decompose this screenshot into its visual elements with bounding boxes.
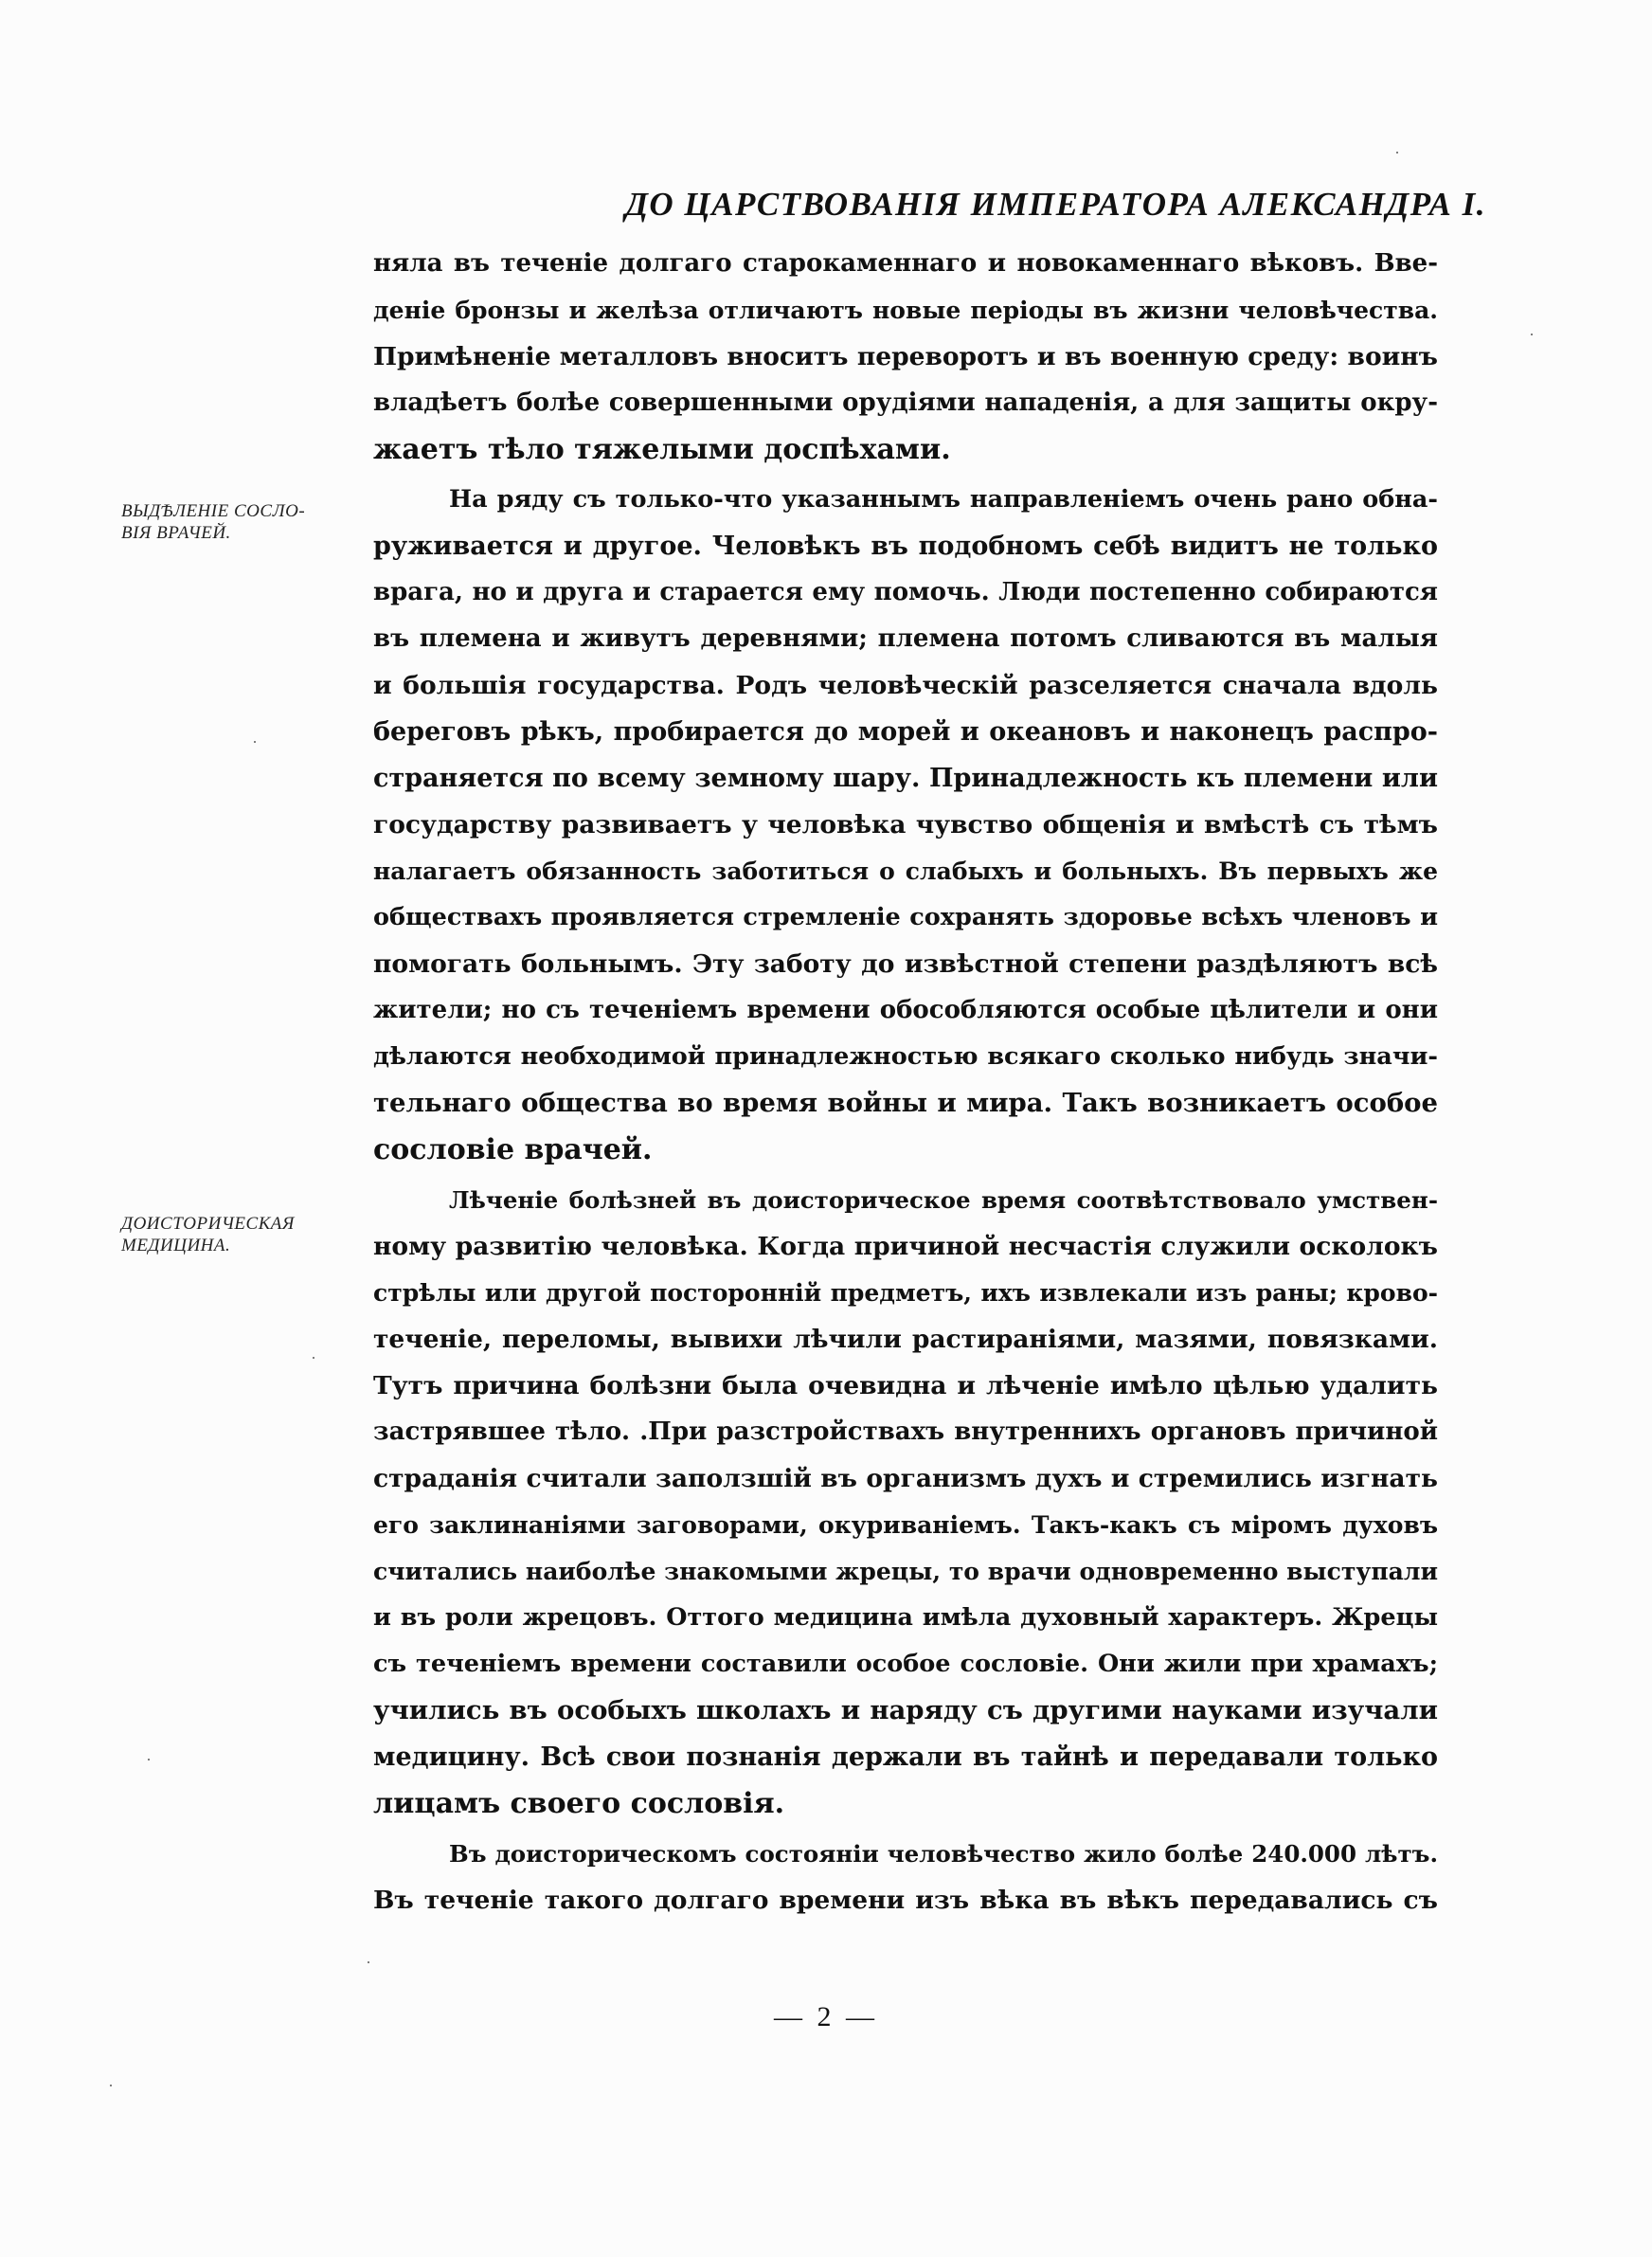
scan-speck [1531, 334, 1533, 335]
text-line: ному развитію человѣка. Когда причиной несчастія служили осколокъ [373, 1232, 1438, 1261]
text-line: Лѣченіе болѣзней въ доисторическое время соотвѣтствовало умствен- [449, 1186, 1438, 1214]
scan-speck [1396, 152, 1398, 153]
text-line: жители; но съ теченіемъ времени обособляются особые цѣлители и они [373, 996, 1438, 1024]
scan-speck [148, 1759, 150, 1760]
text-line: страданія считали заползшій въ организмъ духъ и стремились изгнать [373, 1464, 1438, 1493]
sidenote-physician-estate [121, 500, 368, 544]
text-line: врага, но и друга и старается ему помочь. Люди постепенно собираются [373, 578, 1438, 606]
text-line: руживается и другое. Человѣкъ въ подобномъ себѣ видитъ не только [373, 532, 1438, 561]
page-number: — 2 — [774, 2001, 878, 2032]
paragraph [373, 241, 1438, 473]
text-line: помогать больнымъ. Эту заботу до извѣстной степени раздѣляютъ всѣ [373, 949, 1438, 979]
running-head: ДО ЦАРСТВОВАНІЯ ИМПЕРАТОРА АЛЕКСАНДРА I. [625, 186, 1486, 223]
text-line: владѣетъ болѣе совершенными орудіями нападенія, а для защиты окру- [373, 388, 1438, 417]
text-line: обществахъ проявляется стремленіе сохранять здоровье всѣхъ членовъ и [373, 903, 1438, 931]
text-line: и въ роли жрецовъ. Оттого медицина имѣла духовный характеръ. Жрецы [373, 1603, 1438, 1632]
text-line: застрявшее тѣло. .При разстройствахъ внутреннихъ органовъ причиной [373, 1417, 1438, 1446]
text-line: налагаетъ обязанность заботиться о слабыхъ и больныхъ. Въ первыхъ же [373, 858, 1438, 885]
text-line: няла въ теченіе долгаго старокаменнаго и новокаменнаго вѣковъ. Вве- [373, 249, 1438, 278]
scan-speck [313, 1357, 314, 1359]
text-line: Въ теченіе такого долгаго времени изъ вѣка въ вѣкъ передавались съ [373, 1886, 1438, 1915]
text-line: дѣлаются необходимой принадлежностью всякаго сколько нибудь значи- [373, 1042, 1438, 1071]
text-line: его заклинаніями заговорами, окуриваніемъ. Такъ-какъ съ міромъ духовъ [373, 1511, 1438, 1539]
scan-speck [368, 1961, 369, 1963]
paragraph [373, 1177, 1438, 1827]
text-line: теченіе, переломы, вывихи лѣчили растираніями, мазями, повязками. [373, 1325, 1438, 1354]
text-line: считались наиболѣе знакомыми жрецы, то врачи одновременно выступали [373, 1558, 1438, 1585]
text-line: тельнаго общества во время войны и мира. Такъ возникаетъ особое [373, 1088, 1438, 1118]
text-line: медицину. Всѣ свои познанія держали въ тайнѣ и передавали только [373, 1742, 1438, 1772]
text-line: Тутъ причина болѣзни была очевидна и лѣченіе имѣло цѣлью удалить [373, 1371, 1438, 1400]
text-line: сословіе врачей. [373, 1133, 653, 1166]
text-line: и большія государства. Родъ человѣческій разселяется сначала вдоль [373, 671, 1438, 700]
text-line: береговъ рѣкъ, пробирается до морей и океановъ и наконецъ распро- [373, 717, 1438, 747]
body-text [373, 241, 1438, 1923]
text-line: деніе бронзы и желѣза отличаютъ новые періоды въ жизни человѣчества. [373, 297, 1438, 324]
paragraph [373, 1831, 1438, 1923]
text-line: въ племена и живутъ деревнями; племена потомъ сливаются въ малыя [373, 624, 1438, 653]
paragraph [373, 477, 1438, 1173]
text-line: лицамъ своего сословія. [373, 1787, 785, 1820]
scan-speck [110, 2085, 112, 2086]
sidenote-line: ВІЯ ВРАЧЕЙ. [121, 523, 231, 543]
text-line: жаетъ тѣло тяжелыми доспѣхами. [373, 433, 951, 466]
text-line: съ теченіемъ времени составили особое сословіе. Они жили при храмахъ; [373, 1650, 1438, 1678]
sidenote-prehistoric-medicine [121, 1213, 368, 1256]
text-line: Въ доисторическомъ состояніи человѣчество жило болѣе 240.000 лѣтъ. [449, 1840, 1438, 1868]
sidenote-line: ВЫДѢЛЕНІЕ СОСЛО- [121, 501, 306, 521]
scan-speck [254, 741, 256, 743]
sidenote-line: ДОИСТОРИЧЕСКАЯ [121, 1214, 295, 1234]
sidenote-line: МЕДИЦИНА. [121, 1236, 231, 1255]
text-line: стрѣлы или другой посторонній предметъ, ихъ извлекали изъ раны; крово- [373, 1279, 1438, 1307]
text-line: На ряду съ только-что указаннымъ направленіемъ очень рано обна- [449, 485, 1438, 514]
text-line: учились въ особыхъ школахъ и наряду съ другими науками изучали [373, 1695, 1438, 1725]
text-line: страняется по всему земному шару. Принадлежность къ племени или [373, 764, 1438, 793]
text-line: Примѣненіе металловъ вноситъ переворотъ и въ военную среду: воинъ [373, 342, 1438, 371]
text-line: государству развиваетъ у человѣка чувство общенія и вмѣстѣ съ тѣмъ [373, 810, 1438, 840]
